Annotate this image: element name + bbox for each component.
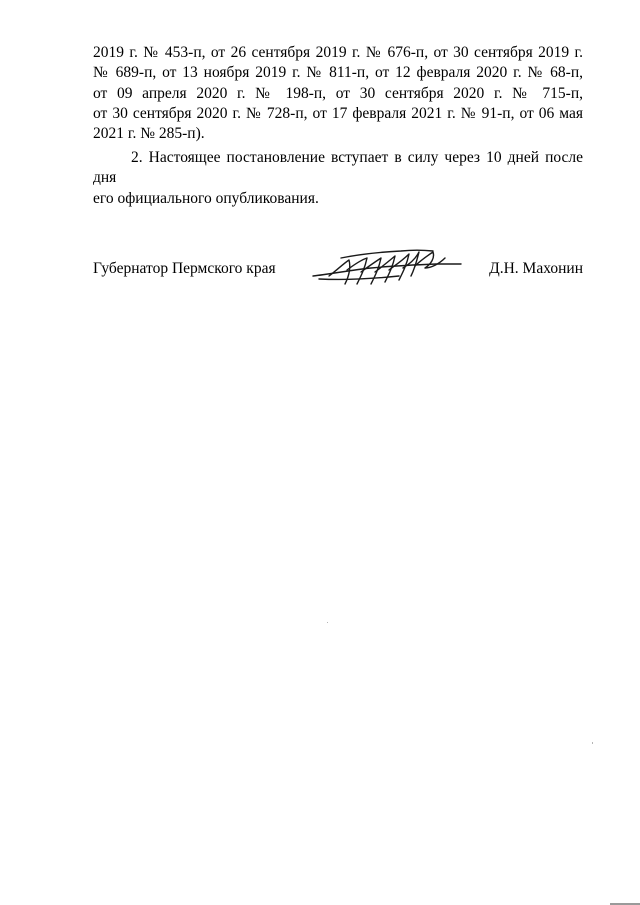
paragraph-line: 2021 г. № 285-п). — [93, 125, 205, 143]
paragraph-continuation — [93, 43, 583, 144]
paragraph-line: от 30 сентября 2020 г. № 728-п, от 17 февраля 2021 г. № 91-п, от 06 мая — [93, 104, 583, 122]
handwritten-signature-icon — [311, 246, 471, 291]
signature-block — [93, 258, 583, 298]
signatory-position: Губернатор Пермского края — [93, 260, 276, 277]
scan-speck — [327, 622, 328, 623]
scan-speck — [592, 742, 593, 744]
signatory-name: Д.Н. Махонин — [489, 260, 583, 277]
paragraph-line: 2. Настоящее постановление вступает в силу через 10 дней после дня — [93, 149, 583, 187]
paragraph-line: № 689-п, от 13 ноября 2019 г. № 811-п, от 12 февраля 2020 г. № 68-п, — [93, 64, 583, 82]
paragraph-line: 2019 г. № 453-п, от 26 сентября 2019 г. № 676-п, от 30 сентября 2019 г. — [93, 44, 583, 61]
paragraph-line: его официального опубликования. — [93, 189, 319, 207]
paragraph-effective-date — [93, 148, 583, 209]
paragraph-line: от 09 апреля 2020 г. № 198-п, от 30 сентября 2020 г. № 715-п, — [93, 84, 583, 102]
